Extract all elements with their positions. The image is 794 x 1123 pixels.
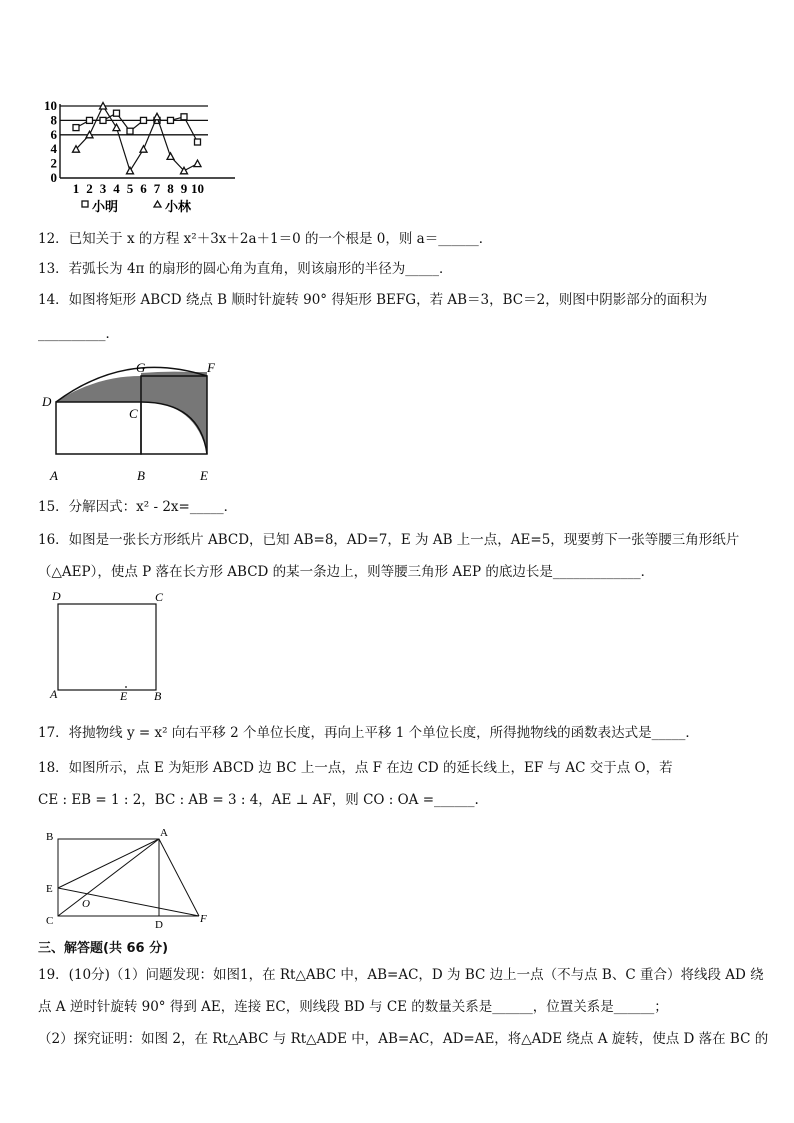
x-tick-label: 9 [180,181,188,196]
question-17: 17．将抛物线 y = x² 向右平移 2 个单位长度，再向上平移 1 个单位长度，所得抛物线的函数表达式是_____． [38,725,699,741]
label-C: C [46,915,54,927]
data-point [87,117,93,123]
legend-label-xiaolin: 小林 [165,199,192,214]
label-E: E [200,468,208,483]
y-tick-label: 4 [50,141,57,157]
line-chart [30,94,250,218]
label-G: G [136,360,146,375]
label-F: F [207,360,215,375]
label-A: A [50,687,58,701]
x-tick-label: 5 [126,181,134,196]
data-point [127,167,134,174]
data-point [127,128,133,134]
data-point [86,131,93,138]
y-tick-label: 0 [50,170,57,185]
legend-label-xiaoming: 小明 [92,199,119,214]
question-19-line2: 点 A 逆时针旋转 90° 得到 AE，连接 EC，则线段 BD 与 CE 的数量关系是______，位置关系是______； [38,999,668,1015]
series-line-2 [76,106,198,171]
question-19-line1: 19．(10分)（1）问题发现：如图1，在 Rt△ABC 中，AB=AC，D 为 BC 边上一点（不与点 B、C 重合）将线段 AD 绕 [38,967,764,983]
question-15: 15．分解因式：x² - 2x=_____． [38,499,238,515]
x-tick-label: 1 [72,181,80,196]
x-tick-label: 4 [113,181,120,196]
label-D: D [52,589,61,603]
data-point [73,125,79,131]
shaded-region-right [141,376,207,454]
label-E: E [46,883,53,895]
question-14: 14．如图将矩形 ABCD 绕点 B 顺时针旋转 90° 得矩形 BEFG，若 AB＝3，BC＝2，则图中阴影部分的面积为 [38,292,708,308]
question-16-line2: （△AEP），使点 P 落在长方形 ABCD 的某一条边上，则等腰三角形 AEP 的底边长是_____________． [38,564,655,580]
legend-triangle-icon [154,201,161,207]
y-tick-label: 2 [50,155,57,171]
question-13: 13．若弧长为 4π 的扇形的圆心角为直角，则该扇形的半径为_____． [38,261,453,277]
label-B: B [154,689,162,703]
label-B: B [137,468,145,483]
x-tick-label: 10 [191,181,204,196]
question-16-line1: 16．如图是一张长方形纸片 ABCD，已知 AB=8，AD=7，E 为 AB 上一点，AE=5，现要剪下一张等腰三角形纸片 [38,532,740,548]
data-point [113,124,120,131]
x-tick-label: 7 [153,181,161,196]
shaded-region-top [56,376,141,402]
label-C: C [155,590,164,604]
label-F: F [200,913,207,925]
data-point [168,117,174,123]
y-tick-label: 6 [50,126,57,142]
y-tick-label: 10 [44,98,57,113]
label-D: D [42,394,52,409]
figure-18 [38,824,218,934]
data-point [100,103,107,110]
data-point [195,139,201,145]
question-12: 12．已知关于 x 的方程 x²＋3x＋2a＋1＝0 的一个根是 0，则 a＝______． [38,231,493,247]
label-C: C [129,406,138,421]
x-tick-label: 6 [140,181,147,196]
y-tick-label: 8 [50,112,57,128]
data-point [141,117,147,123]
figure-16 [44,588,174,706]
label-D: D [155,919,163,931]
x-tick-label: 3 [99,181,107,196]
data-point [181,114,187,120]
label-B: B [46,831,54,843]
label-A: A [50,468,58,483]
label-E: E [120,689,128,703]
series-line-1 [76,113,198,142]
section-heading: 三、解答题(共 66 分) [38,941,169,956]
question-14-blank: __________． [38,326,119,342]
data-point [194,160,201,167]
legend-square-icon [82,201,88,207]
data-point [154,113,161,120]
data-point [140,146,147,153]
data-point [100,117,106,123]
x-tick-label: 8 [167,181,174,196]
figure-14 [36,358,226,488]
data-point [114,110,120,116]
label-A: A [160,827,168,839]
question-19-line3: （2）探究证明：如图 2，在 Rt△ABC 与 Rt△ADE 中，AB=AC，AD=AE，将△ADE 绕点 A 旋转，使点 D 落在 BC 的 [38,1031,769,1047]
x-tick-label: 2 [86,181,93,196]
data-point [167,153,174,160]
question-18-line1: 18．如图所示，点 E 为矩形 ABCD 边 BC 上一点，点 F 在边 CD 的延长线上，EF 与 AC 交于点 O，若 [38,760,673,776]
label-O: O [82,898,90,910]
question-18-line2: CE : EB = 1 : 2，BC : AB = 3 : 4，AE ⊥ AF，则 CO : OA =______. [38,792,479,808]
